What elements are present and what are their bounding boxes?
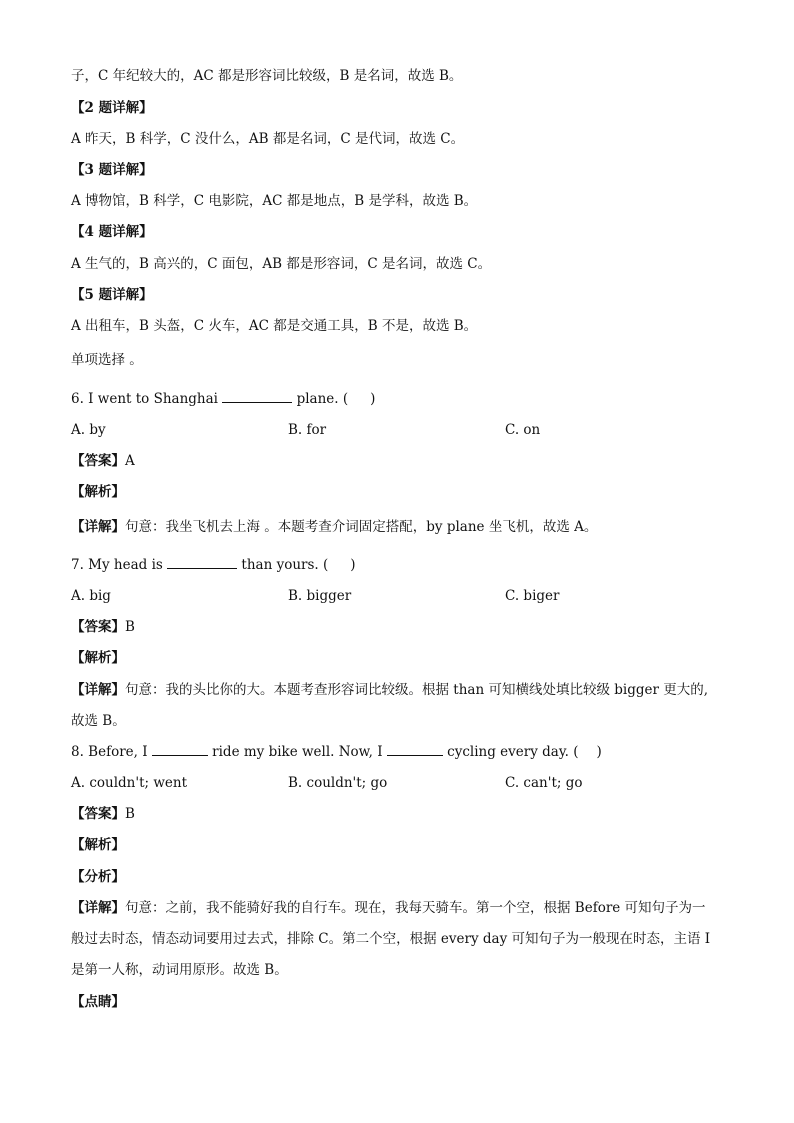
fenxi-label: 【分析】 (71, 869, 125, 885)
detail-line (71, 517, 597, 537)
text-line: A 昨天，B 科学，C 没什么，AB 都是名词，C 是代词，故选 C。 (71, 131, 465, 147)
detail-label: 【详解】 (71, 900, 125, 916)
text-line: A 生气的，B 高兴的，C 面包，AB 都是形容词，C 是名词，故选 C。 (71, 256, 492, 272)
question-6-stem (71, 389, 375, 409)
heading-q5-detail: 【5 题详解】 (71, 287, 153, 303)
detail-line: 般过去时态，情态动词要用过去式，排除 C。第二个空，根据 every day 可知句子为一般现在时态，主语 I (71, 931, 711, 947)
answer-blank-2 (387, 742, 443, 756)
option-b: B. couldn't; go (288, 775, 388, 791)
detail-line (71, 898, 706, 918)
option-c: C. on (505, 422, 541, 438)
answer-label: 【答案】 (71, 619, 125, 635)
heading-q2-detail: 【2 题详解】 (71, 100, 153, 116)
detail-line: 故选 B。 (71, 713, 126, 729)
stem-text: ) (350, 557, 356, 573)
option-a: A. big (71, 588, 111, 604)
option-b: B. bigger (288, 588, 352, 604)
dianjing-label: 【点睛】 (71, 994, 125, 1010)
stem-text: 7. My head is (71, 557, 168, 573)
answer-line (71, 451, 135, 471)
analysis-label: 【解析】 (71, 650, 125, 666)
option-a: A. by (71, 422, 106, 438)
analysis-label: 【解析】 (71, 484, 125, 500)
question-7-stem (71, 555, 356, 575)
detail-line: 是第一人称，动词用原形。故选 B。 (71, 962, 288, 978)
heading-q4-detail: 【4 题详解】 (71, 224, 153, 240)
stem-text: ) (596, 744, 602, 760)
answer-label: 【答案】 (71, 806, 125, 822)
stem-text: 8. Before, I (71, 744, 152, 760)
answer-value: B (125, 619, 135, 635)
option-c: C. biger (505, 588, 560, 604)
answer-value: A (125, 453, 135, 469)
answer-label: 【答案】 (71, 453, 125, 469)
heading-q3-detail: 【3 题详解】 (71, 162, 153, 178)
text-line: A 出租车，B 头盔，C 火车，AC 都是交通工具，B 不是，故选 B。 (71, 318, 478, 334)
answer-value: B (125, 806, 135, 822)
stem-text: 6. I went to Shanghai (71, 391, 223, 407)
detail-text: 句意：之前，我不能骑好我的自行车。现在，我每天骑车。第一个空，根据 Before 可知句子为一 (125, 900, 706, 916)
option-c: C. can't; go (505, 775, 583, 791)
detail-label: 【详解】 (71, 519, 125, 535)
stem-text: cycling every day. ( (442, 744, 579, 760)
analysis-label: 【解析】 (71, 837, 125, 853)
stem-text: ) (370, 391, 376, 407)
answer-blank (167, 555, 237, 569)
text-line: 子，C 年纪较大的，AC 都是形容词比较级，B 是名词，故选 B。 (71, 68, 463, 84)
stem-text: ride my bike well. Now, I (207, 744, 387, 760)
detail-text: 句意：我的头比你的大。本题考查形容词比较级。根据 than 可知横线处填比较级 bigger 更大的, (125, 682, 709, 698)
text-line: A 博物馆，B 科学，C 电影院，AC 都是地点，B 是学科，故选 B。 (71, 193, 478, 209)
answer-line (71, 617, 135, 637)
detail-line (71, 680, 708, 700)
option-b: B. for (288, 422, 327, 438)
answer-line (71, 804, 135, 824)
detail-label: 【详解】 (71, 682, 125, 698)
option-a: A. couldn't; went (71, 775, 188, 791)
answer-blank (222, 389, 292, 403)
stem-text: than yours. ( (237, 557, 329, 573)
section-title: 单项选择 。 (71, 352, 143, 368)
question-8-stem (71, 742, 602, 762)
stem-text: plane. ( (292, 391, 349, 407)
answer-blank-1 (152, 742, 208, 756)
detail-text: 句意：我坐飞机去上海 。本题考查介词固定搭配，by plane 坐飞机，故选 A。 (125, 519, 598, 535)
